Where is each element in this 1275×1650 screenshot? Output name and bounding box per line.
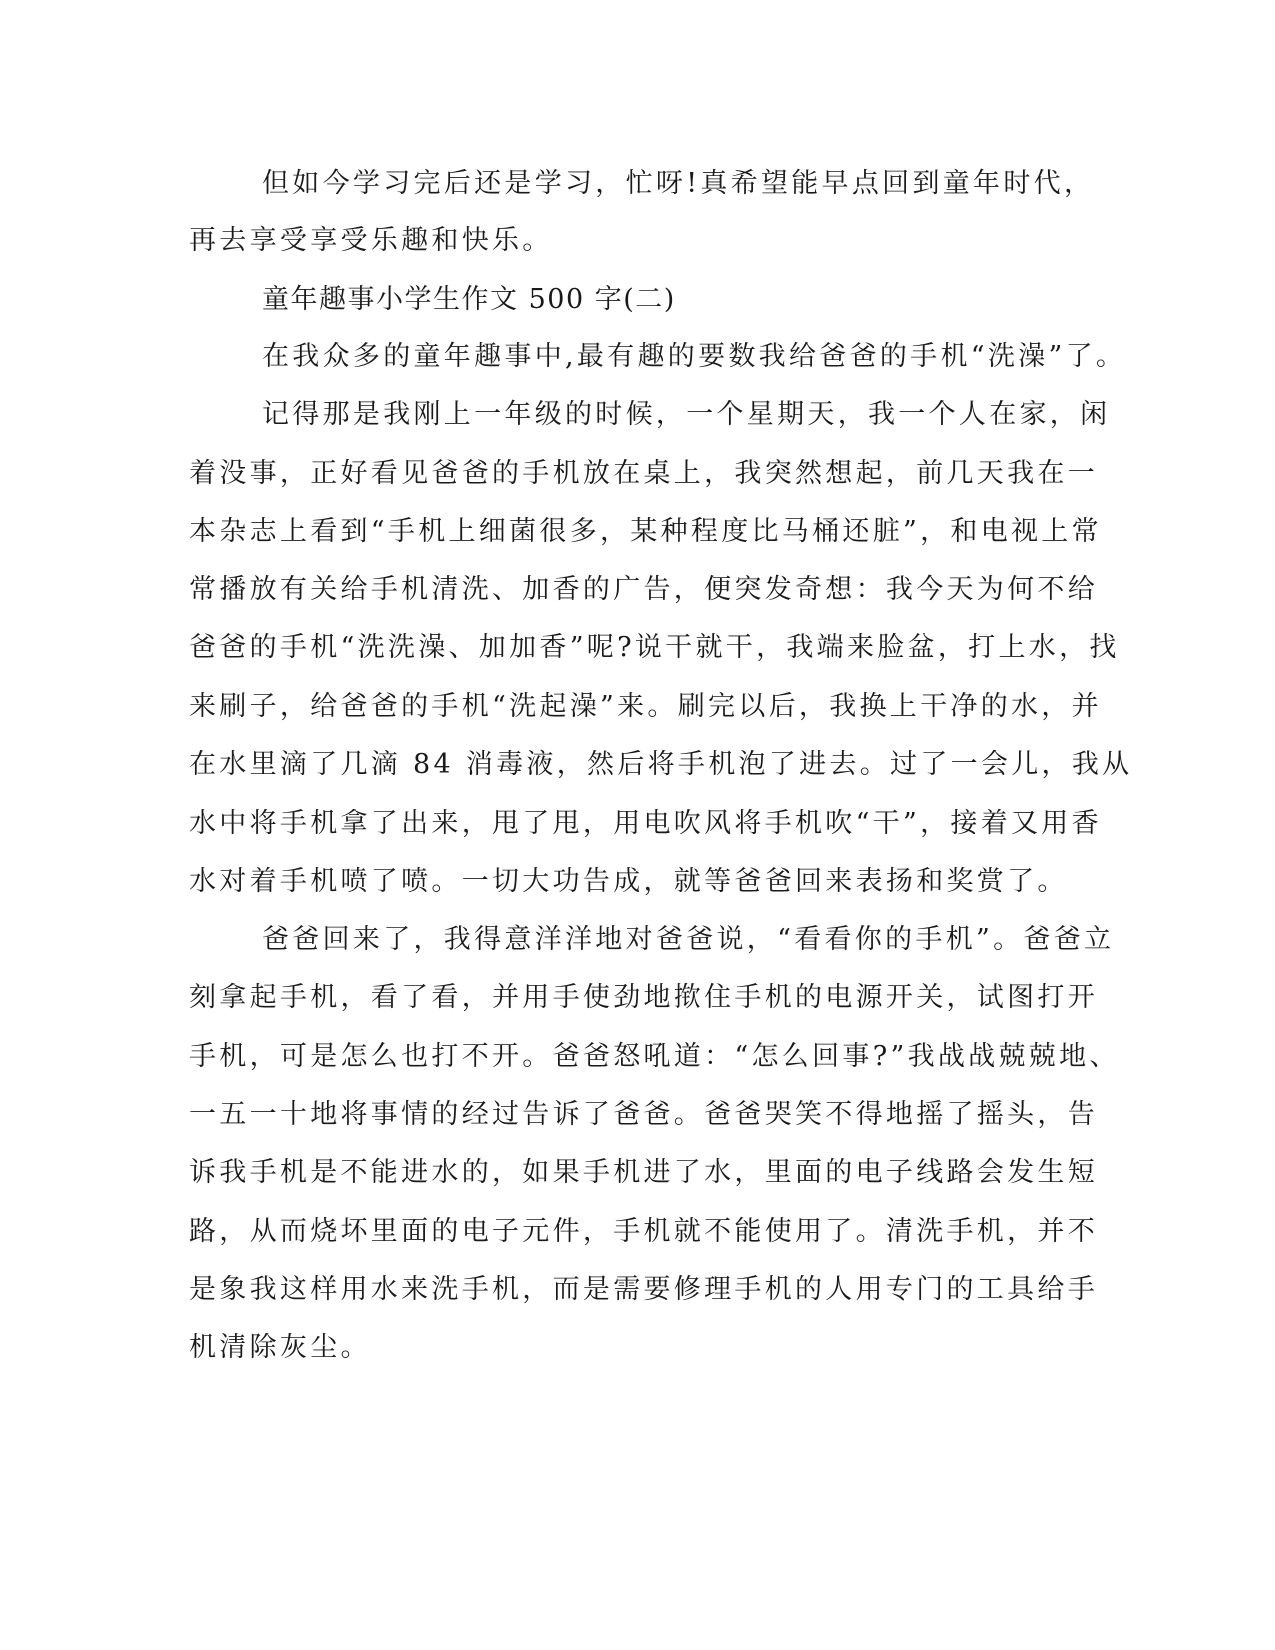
paragraph-line: 手机，可是怎么也打不开。爸爸怒吼道：“怎么回事?”我战战兢兢地、 (189, 1041, 1120, 1072)
paragraph-line: 刻拿起手机，看了看，并用手使劲地揿住手机的电源开关，试图打开 (189, 982, 1098, 1013)
paragraph-line: 在我众多的童年趣事中,最有趣的要数我给爸爸的手机“洗澡”了。 (262, 341, 1127, 372)
paragraph-line: 路，从而烧坏里面的电子元件，手机就不能使用了。清洗手机，并不 (189, 1216, 1098, 1247)
paragraph-line: 水中将手机拿了出来，甩了甩，用电吹风将手机吹“干”，接着又用香 (189, 808, 1102, 839)
paragraph-line: 是象我这样用水来洗手机，而是需要修理手机的人用专门的工具给手 (189, 1274, 1098, 1305)
section-title: 童年趣事小学生作文 500 字(二) (262, 284, 676, 315)
paragraph-line: 爸爸回来了，我得意洋洋地对爸爸说，“看看你的手机”。爸爸立 (262, 924, 1115, 955)
paragraph-line: 诉我手机是不能进水的，如果手机进了水，里面的电子线路会发生短 (189, 1157, 1098, 1188)
paragraph-line: 常播放有关给手机清洗、加香的广告，便突发奇想：我今天为何不给 (189, 574, 1098, 605)
paragraph-line: 机清除灰尘。 (189, 1332, 371, 1363)
paragraph-line: 来刷子，给爸爸的手机“洗起澡”来。刷完以后，我换上干净的水，并 (189, 691, 1102, 722)
paragraph-line: 本杂志上看到“手机上细菌很多，某种程度比马桶还脏”，和电视上常 (189, 516, 1102, 547)
paragraph-line: 着没事，正好看见爸爸的手机放在桌上，我突然想起，前几天我在一 (189, 458, 1098, 489)
paragraph-line: 在水里滴了几滴 84 消毒液，然后将手机泡了进去。过了一会儿，我从 (189, 749, 1133, 780)
paragraph-line: 但如今学习完后还是学习，忙呀!真希望能早点回到童年时代， (262, 168, 1095, 199)
paragraph-line: 一五一十地将事情的经过告诉了爸爸。爸爸哭笑不得地摇了摇头，告 (189, 1099, 1098, 1130)
paragraph-line: 再去享受享受乐趣和快乐。 (189, 225, 553, 256)
paragraph-line: 水对着手机喷了喷。一切大功告成，就等爸爸回来表扬和奖赏了。 (189, 866, 1068, 897)
paragraph-line: 记得那是我刚上一年级的时候，一个星期天，我一个人在家，闲 (262, 399, 1111, 430)
paragraph-line: 爸爸的手机“洗洗澡、加加香”呢?说干就干，我端来脸盆，打上水，找 (189, 632, 1120, 663)
